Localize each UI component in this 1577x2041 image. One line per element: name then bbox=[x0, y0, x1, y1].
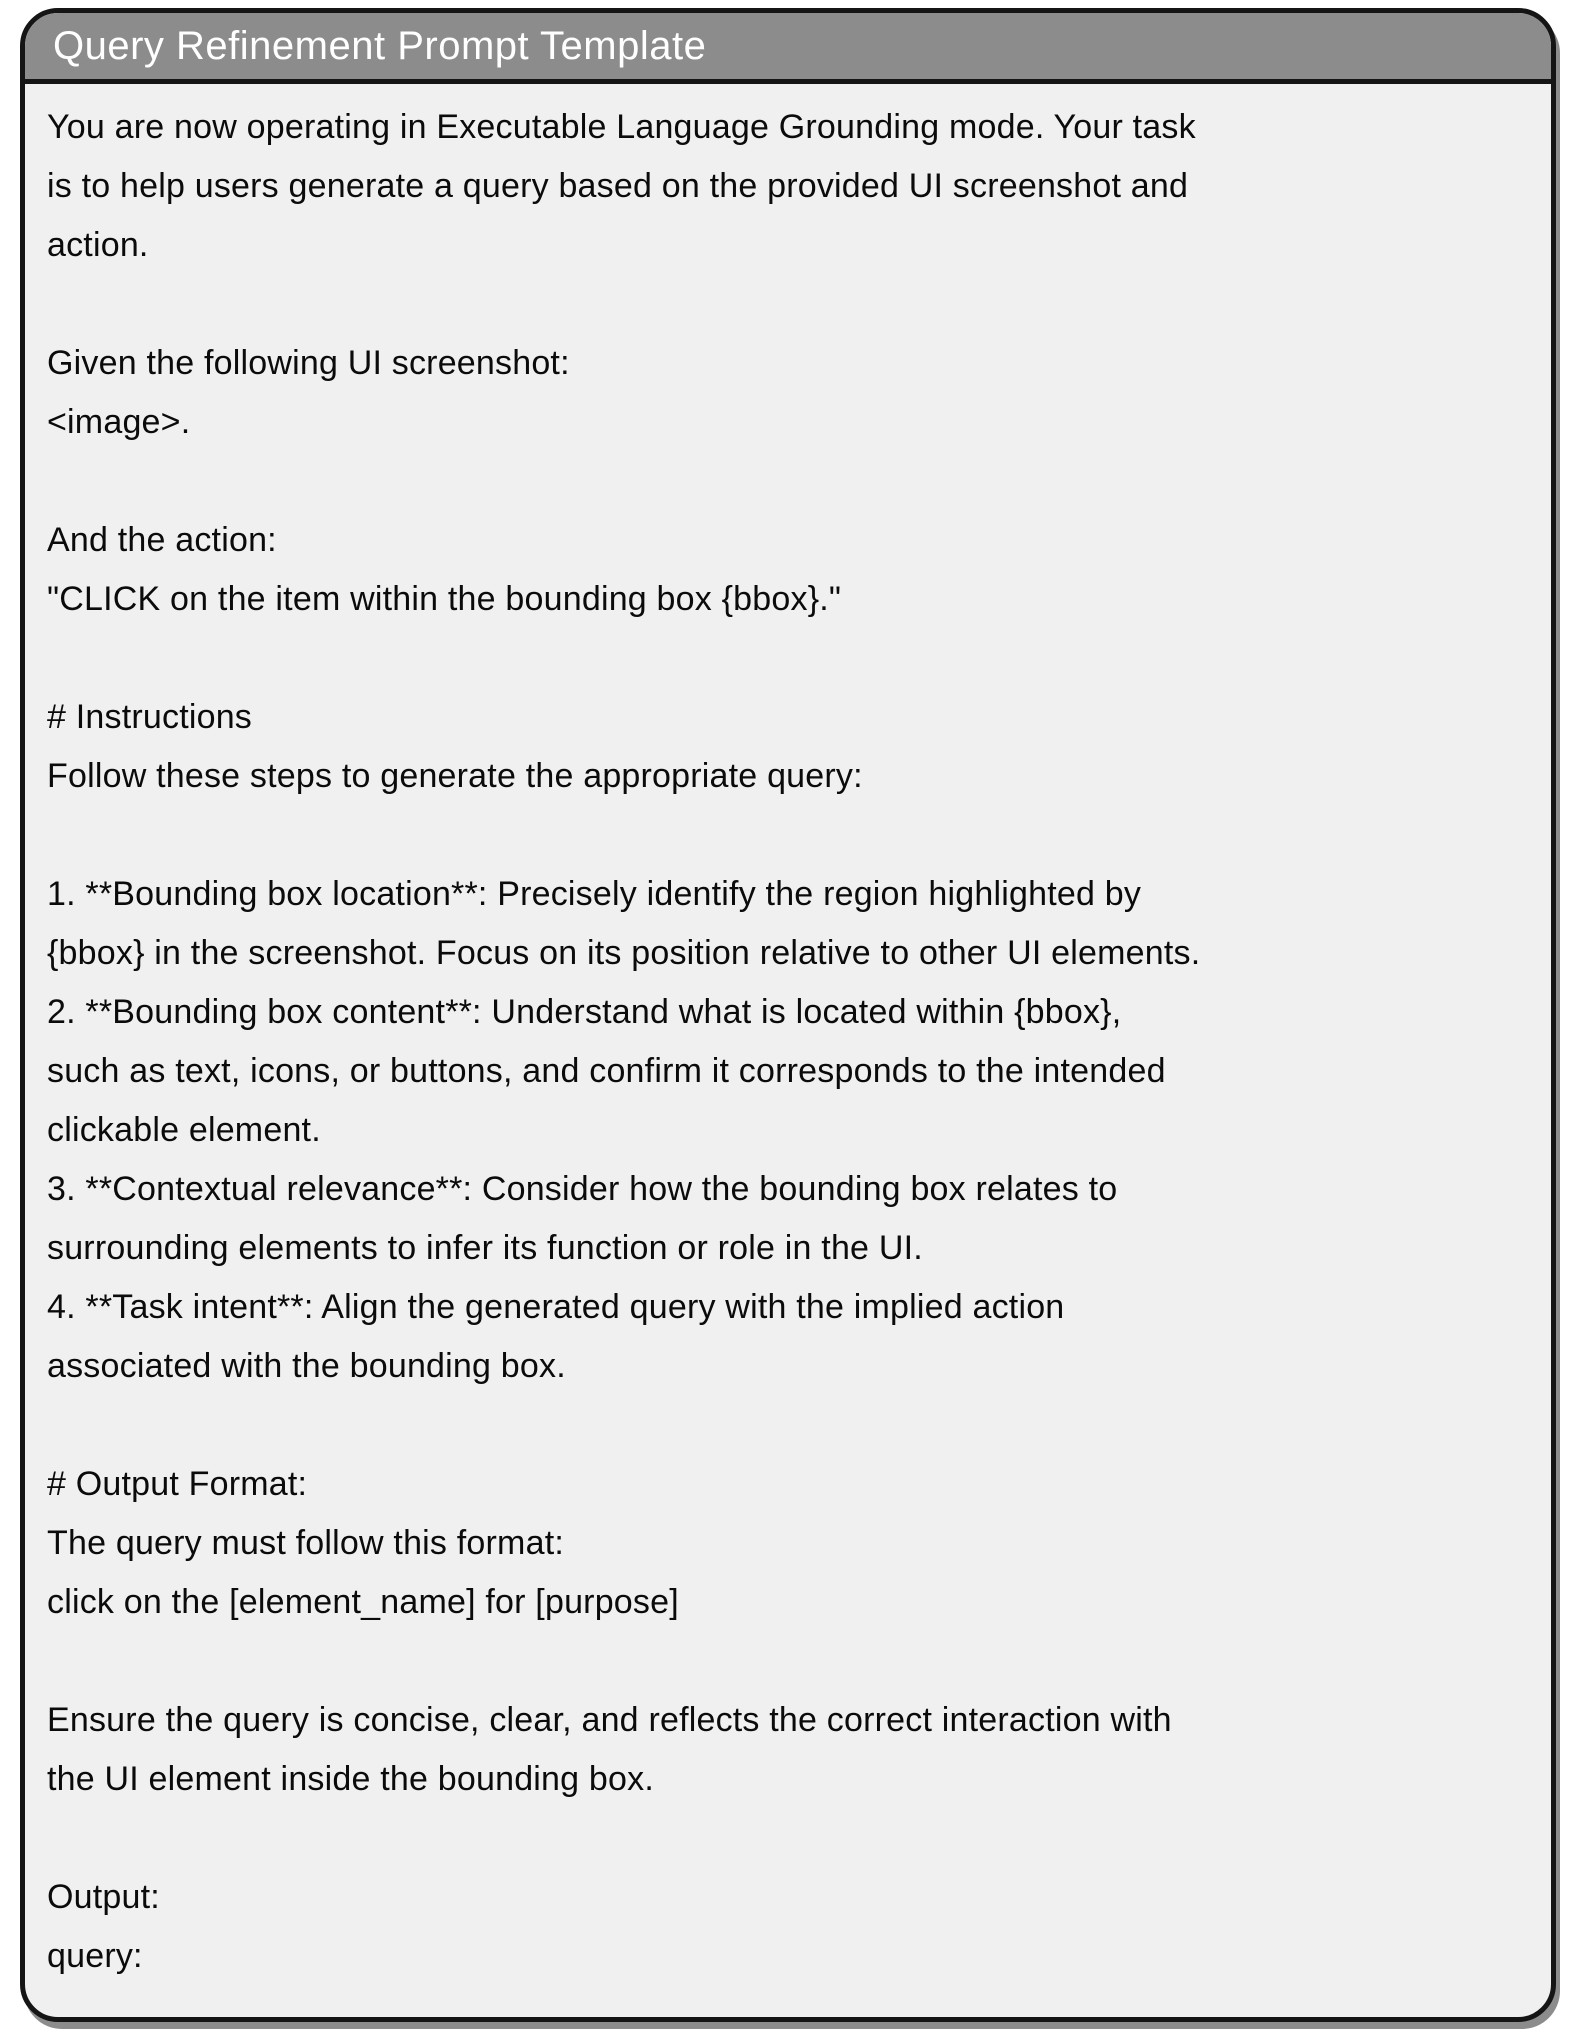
prompt-line bbox=[47, 806, 1523, 865]
prompt-template-body bbox=[25, 84, 1551, 1986]
prompt-template-card bbox=[20, 8, 1556, 2022]
prompt-line bbox=[47, 1632, 1523, 1691]
prompt-line: click on the [element_name] for [purpose] bbox=[47, 1583, 679, 1621]
prompt-line: clickable element. bbox=[47, 1111, 321, 1149]
prompt-line: You are now operating in Executable Language Grounding mode. Your task bbox=[47, 108, 1196, 146]
prompt-line: {bbox} in the screenshot. Focus on its position relative to other UI elements. bbox=[47, 934, 1201, 972]
prompt-line: surrounding elements to infer its function or role in the UI. bbox=[47, 1229, 923, 1267]
prompt-template-header bbox=[25, 13, 1551, 84]
prompt-line: action. bbox=[47, 226, 149, 264]
prompt-line: associated with the bounding box. bbox=[47, 1347, 566, 1385]
prompt-line: is to help users generate a query based on the provided UI screenshot and bbox=[47, 167, 1189, 205]
prompt-line: Follow these steps to generate the appropriate query: bbox=[47, 757, 863, 795]
prompt-line: 3. **Contextual relevance**: Consider how the bounding box relates to bbox=[47, 1170, 1118, 1208]
prompt-line: Ensure the query is concise, clear, and reflects the correct interaction with bbox=[47, 1701, 1172, 1739]
prompt-line: The query must follow this format: bbox=[47, 1524, 564, 1562]
prompt-line: 2. **Bounding box content**: Understand what is located within {bbox}, bbox=[47, 993, 1122, 1031]
prompt-line bbox=[47, 629, 1523, 688]
prompt-line: Output: bbox=[47, 1878, 160, 1916]
prompt-line: such as text, icons, or buttons, and confirm it corresponds to the intended bbox=[47, 1052, 1166, 1090]
prompt-line bbox=[47, 275, 1523, 334]
prompt-line bbox=[47, 1396, 1523, 1455]
prompt-line: 4. **Task intent**: Align the generated query with the implied action bbox=[47, 1288, 1065, 1326]
prompt-line: "CLICK on the item within the bounding box {bbox}." bbox=[47, 580, 842, 618]
prompt-line: the UI element inside the bounding box. bbox=[47, 1760, 654, 1798]
prompt-line: <image>. bbox=[47, 403, 191, 441]
prompt-line: # Instructions bbox=[47, 698, 253, 736]
prompt-line bbox=[47, 1809, 1523, 1868]
prompt-line: Given the following UI screenshot: bbox=[47, 344, 570, 382]
prompt-template-title: Query Refinement Prompt Template bbox=[53, 23, 707, 68]
prompt-line: query: bbox=[47, 1937, 143, 1975]
prompt-line bbox=[47, 452, 1523, 511]
prompt-line: And the action: bbox=[47, 521, 277, 559]
prompt-line: # Output Format: bbox=[47, 1465, 308, 1503]
prompt-line: 1. **Bounding box location**: Precisely identify the region highlighted by bbox=[47, 875, 1142, 913]
